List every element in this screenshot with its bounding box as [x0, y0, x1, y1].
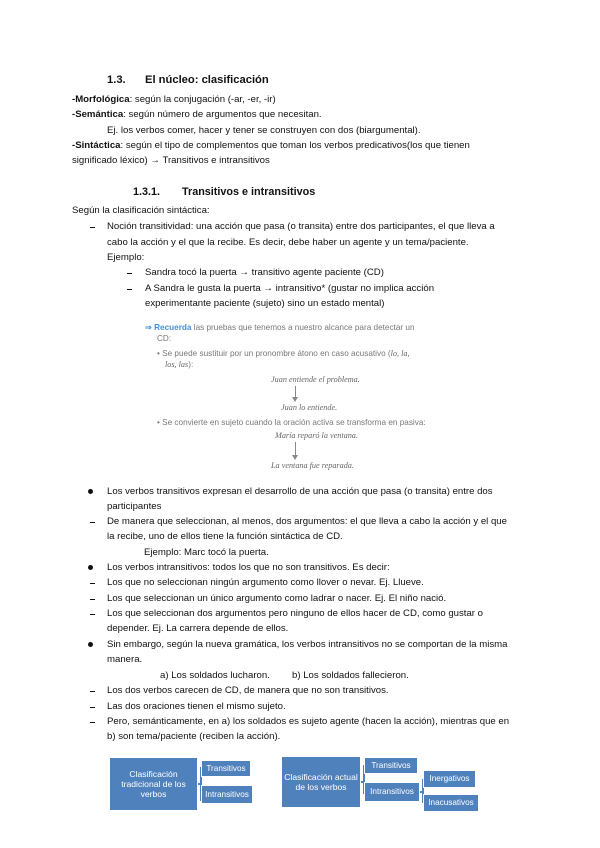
dash-marker — [90, 722, 95, 723]
list-item: Las dos oraciones tienen el mismo sujeto. — [107, 701, 286, 712]
example-sentence-1: Juan entiende el problema. — [271, 375, 360, 384]
intro-text: Según la clasificación sintáctica: — [72, 205, 210, 216]
bullet-dot — [88, 565, 93, 570]
recuerda-arrow-icon: ⇒ — [145, 323, 155, 332]
list-item: Los dos verbos carecen de CD, de manera que no son transitivos. — [107, 685, 389, 696]
section-title: El núcleo: clasificación — [145, 74, 269, 86]
recuerda-bullet-1 — [157, 348, 410, 359]
semantic-example: Ej. los verbos comer, hacer y tener se construyen con dos (biargumental). — [107, 125, 421, 136]
recuerda-line-1b: CD: — [157, 334, 172, 343]
dash-marker — [127, 273, 132, 274]
morphological-label: -Morfológica — [72, 94, 130, 105]
syntactic-line — [72, 139, 470, 152]
example-2-line-1: A Sandra le gusta la puerta → intransitivo* (gustar no implica acción — [145, 283, 435, 294]
semantic-line — [72, 108, 322, 121]
list-item-cont: la recibe, uno de ellos tiene la función sintáctica de CD. — [107, 531, 343, 542]
list-item: Pero, semánticamente, en a) los soldados es sujeto agente (hacen la acción), mientras que en — [107, 716, 510, 727]
morphological-line — [72, 93, 276, 106]
diagram-1-transitivos: Transitivos — [201, 760, 251, 777]
dash-marker — [127, 289, 132, 290]
notion-line-1: Noción transitividad: una acción que pasa (o transita) entre dos participantes, el que lleva a — [107, 221, 495, 232]
recuerda-line-1 — [145, 322, 415, 333]
dash-marker — [90, 691, 95, 692]
bullet-1-text: • Se puede sustituir por un pronombre átono en caso acusativo ( — [157, 349, 391, 358]
list-example: Ejemplo: Marc tocó la puerta. — [144, 547, 269, 558]
dash-marker — [90, 707, 95, 708]
list-item-cont: manera. — [107, 654, 143, 665]
list-item: Los verbos intransitivos: todos los que no son transitivos. Es decir: — [107, 562, 390, 573]
diagram-2-inergativos: Inergativos — [423, 770, 476, 788]
example-sentence-1b: Juan lo entiende. — [281, 403, 338, 412]
diagram-1-main: Clasificación tradicional de los verbos — [109, 757, 198, 811]
diagram-2-inacusativos: Inacusativos — [423, 794, 479, 812]
dash-marker — [90, 522, 95, 523]
diagram-2-main: Clasificación actual de los verbos — [281, 756, 361, 808]
list-item-cont: participantes — [107, 501, 162, 512]
example-sentence-2: María reparó la ventana. — [275, 431, 358, 440]
example-sentence-2b: La ventana fue reparada. — [271, 461, 354, 470]
subsection-title: Transitivos e intransitivos — [182, 186, 316, 198]
recuerda-bullet-1b — [165, 359, 193, 370]
list-item-cont: b) son tema/paciente (reciben la acción). — [107, 731, 281, 742]
bullet-1-end: ): — [188, 360, 194, 369]
semantic-text: : según número de argumentos que necesitan. — [123, 109, 322, 120]
list-item: De manera que seleccionan, al menos, dos argumentos: el que lleva a cabo la acción y el que — [107, 516, 507, 527]
subsection-number: 1.3.1. — [133, 186, 161, 198]
list-item: Sin embargo, según la nueva gramática, los verbos intransitivos no se comportan de la misma — [107, 639, 508, 650]
dash-marker — [90, 614, 95, 615]
list-item: Los que seleccionan dos argumentos pero ninguno de ellos hacer de CD, como gustar o — [107, 608, 483, 619]
syntactic-label: -Sintáctica — [72, 140, 121, 151]
recuerda-label: Recuerda — [154, 323, 192, 332]
recuerda-bullet-2: • Se convierte en sujeto cuando la oración activa se transforma en pasiva: — [157, 418, 426, 427]
section-number: 1.3. — [107, 74, 126, 86]
dash-marker — [90, 599, 95, 600]
example-label: Ejemplo: — [107, 252, 145, 263]
list-example-b: b) Los soldados fallecieron. — [292, 670, 409, 681]
list-item: Los que no seleccionan ningún argumento como llover o nevar. Ej. Llueve. — [107, 577, 424, 588]
diagram-2-transitivos: Transitivos — [364, 757, 418, 774]
bullet-1-pronouns: lo, la, — [390, 349, 410, 358]
notion-line-2: cabo la acción y el que la recibe. Es decir, debe haber un agente y un tema/paciente. — [107, 237, 469, 248]
list-item: Los verbos transitivos expresan el desarrollo de una acción que pasa (o transita) entre dos — [107, 486, 493, 497]
list-item: Los que seleccionan un único argumento como ladrar o nacer. Ej. El niño nació. — [107, 593, 447, 604]
semantic-label: -Semántica — [72, 109, 124, 120]
arrow-down-icon — [295, 442, 296, 456]
list-item-cont: depender. Ej. La carrera depende de ellos. — [107, 623, 289, 634]
recuerda-text: las pruebas que tenemos a nuestro alcance para detectar un — [191, 323, 415, 332]
bullet-dot — [88, 489, 93, 494]
dash-marker — [90, 583, 95, 584]
arrow-down-icon — [295, 386, 296, 398]
recuerda-image — [143, 318, 455, 474]
syntactic-line-2: significado léxico) → Transitivos e intransitivos — [72, 155, 270, 166]
dash-marker — [90, 227, 95, 228]
syntactic-text: : según el tipo de complementos que toman los verbos predicativos(los que tienen — [120, 140, 470, 151]
diagram-1-intransitivos: Intransitivos — [201, 785, 253, 804]
bullet-1-pronouns-2: los, las — [165, 360, 189, 369]
morphological-text: : según la conjugación (-ar, -er, -ir) — [129, 94, 276, 105]
diagram-2-intransitivos: Intransitivos — [364, 782, 420, 802]
list-example-a: a) Los soldados lucharon. — [160, 670, 270, 681]
bullet-dot — [88, 642, 93, 647]
example-2-line-2: experimentante paciente (sujeto) sino un estado mental) — [145, 298, 385, 309]
example-1: Sandra tocó la puerta → transitivo agente paciente (CD) — [145, 267, 384, 278]
